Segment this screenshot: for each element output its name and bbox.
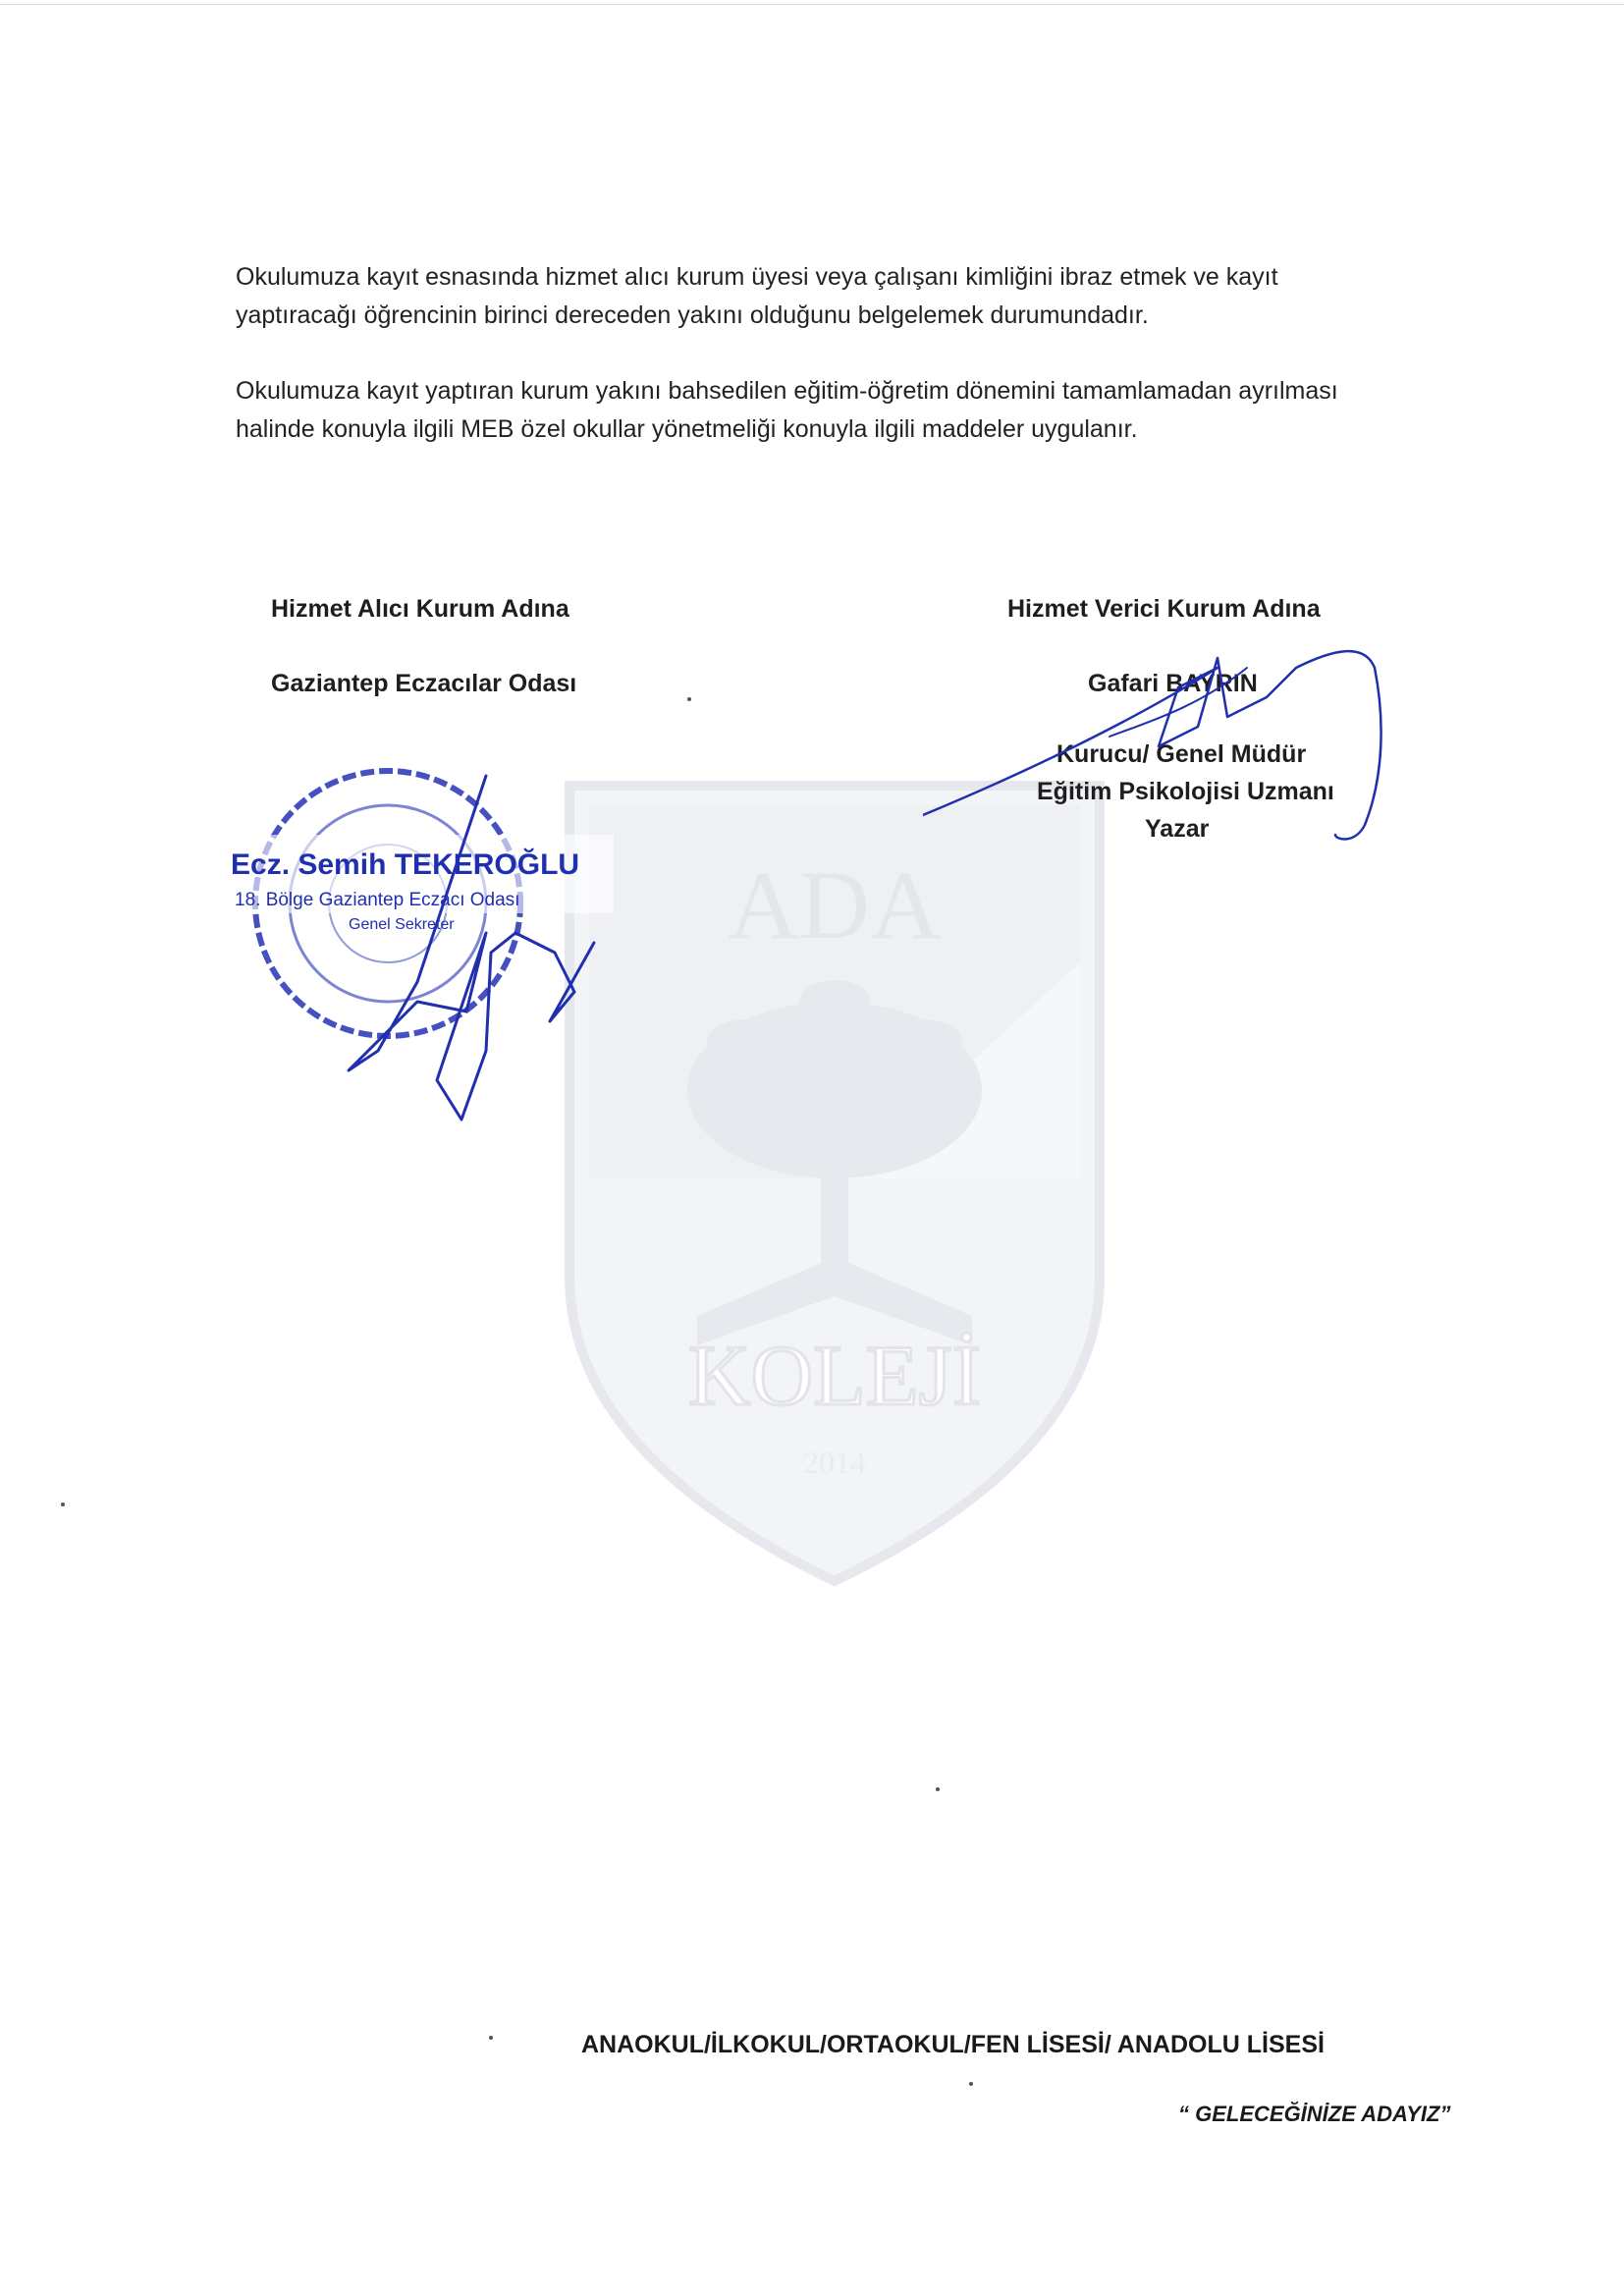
stamp-line-2: 18. Bölge Gaziantep Eczacı Odası [235, 890, 520, 910]
right-signatory-title-2: Eğitim Psikolojisi Uzmanı [1037, 778, 1334, 805]
watermark-year: 2014 [803, 1445, 866, 1480]
scan-speck [687, 697, 691, 701]
director-signature [923, 609, 1394, 864]
body-paragraph-2: Okulumuza kayıt yaptıran kurum yakını bahsedilen eğitim-öğretim dönemini tamamlamadan ayrılması halinde konuyla ilgili MEB özel okullar yönetmeliği konuyla ilgili maddeler uygulanır. [236, 377, 1338, 443]
right-signatory-heading: Hizmet Verici Kurum Adına [1007, 595, 1321, 623]
watermark-bottom-text: KOLEJİ [687, 1329, 982, 1424]
right-signatory-title-1: Kurucu/ Genel Müdür [1056, 740, 1307, 768]
organization-stamp-and-signature [221, 756, 614, 1129]
scan-speck [61, 1503, 65, 1506]
watermark-top-text: ADA [728, 850, 942, 959]
stamp-name: Ecz. Semih TEKEROĞLU [231, 848, 580, 881]
right-signatory-title-3: Yazar [1145, 815, 1210, 843]
footer-slogan: “ GELECEĞİNİZE ADAYIZ” [1178, 2102, 1451, 2126]
left-signatory-heading: Hizmet Alıcı Kurum Adına [271, 595, 569, 623]
top-edge-line [0, 4, 1624, 5]
body-paragraph-1: Okulumuza kayıt esnasında hizmet alıcı kurum üyesi veya çalışanı kimliğini ibraz etmek ve kayıt yaptıracağı öğrencinin birinci dereceden yakını olduğunu belgelemek durumundadır. [236, 263, 1278, 329]
left-signatory-organization: Gaziantep Eczacılar Odası [271, 670, 577, 697]
stamp-line-3: Genel Sekreter [349, 916, 455, 933]
left-signature-stroke [349, 776, 594, 1120]
scan-speck [936, 1787, 940, 1791]
right-signatory-name: Gafari BAYRIN [1088, 670, 1258, 697]
scan-speck [969, 2082, 973, 2086]
ada-koleji-watermark-logo [530, 766, 1139, 1591]
footer-school-levels: ANAOKUL/İLKOKUL/ORTAOKUL/FEN LİSESİ/ ANADOLU LİSESİ [581, 2031, 1325, 2058]
scan-speck [489, 2036, 493, 2040]
